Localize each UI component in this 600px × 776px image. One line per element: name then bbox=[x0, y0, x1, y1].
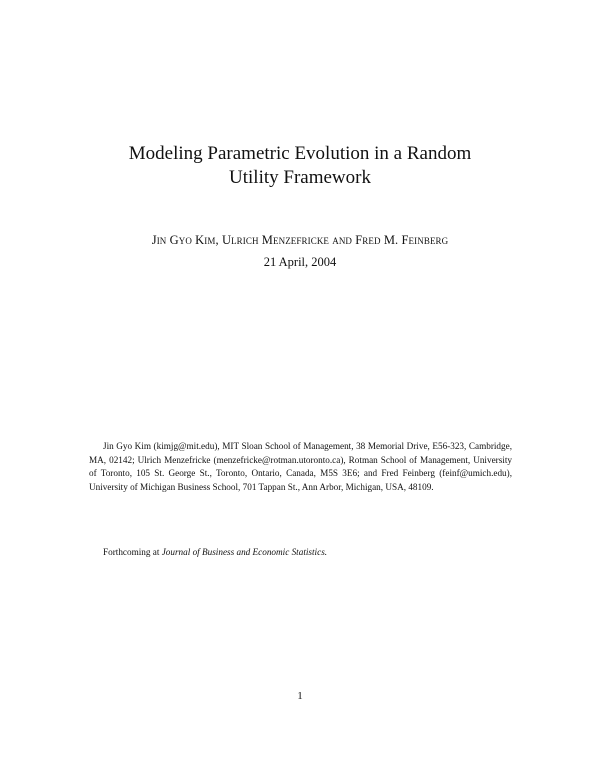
publication-note bbox=[103, 547, 327, 557]
paper-title bbox=[60, 142, 540, 190]
publication-note-prefix: Forthcoming at bbox=[103, 547, 162, 557]
journal-name: Journal of Business and Economic Statistics. bbox=[161, 547, 328, 557]
paper-title-line-1: Modeling Parametric Evolution in a Random bbox=[128, 143, 472, 164]
author-affiliations-footnote: Jin Gyo Kim (kimjg@mit.edu), MIT Sloan School of Management, 38 Memorial Drive, E56-323, Cambridge, MA, 02142; Ulrich Menzefricke (menzefricke@rotman.utoronto.ca), Rotman School of Management, University of Toronto, 105 St. George St., Toronto, Ontario, Canada, M5S 3E6; and Fred Feinberg (feinf@umich.edu), University of Michigan Business School, 701 Tappan St., Ann Arbor, Michigan, USA, 48109. bbox=[89, 441, 512, 492]
paper-title-line-2: Utility Framework bbox=[229, 167, 371, 188]
paper-date: 21 April, 2004 bbox=[263, 255, 337, 269]
paper-authors: Jin Gyo Kim, Ulrich Menzefricke and Fred M. Feinberg bbox=[151, 233, 449, 247]
page-number: 1 bbox=[297, 690, 303, 702]
